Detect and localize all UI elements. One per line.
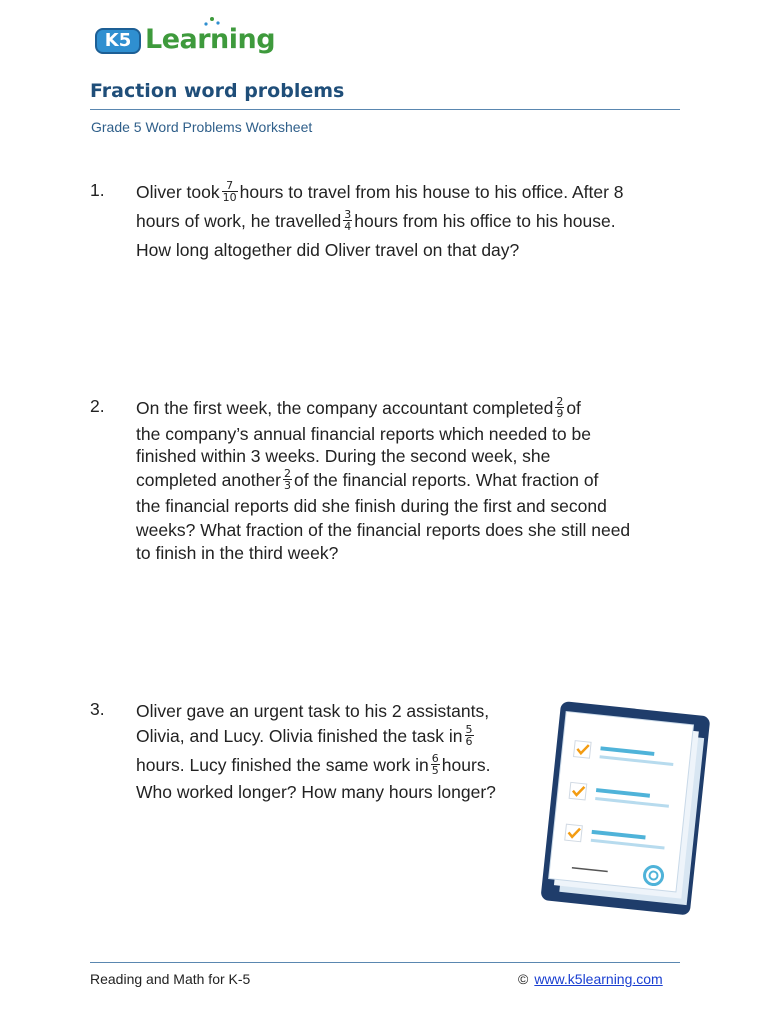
- fraction: $\frac{2}{3}$: [283, 466, 291, 492]
- text-segment: completed another: [136, 470, 281, 490]
- text-segment: On the first week, the company accountant completed: [136, 398, 554, 418]
- text-segment: of: [566, 398, 581, 418]
- text-segment: finished within 3 weeks. During the second week, she: [136, 446, 551, 466]
- problem-number: 1.: [90, 180, 105, 200]
- text-segment: Oliver gave an urgent task to his 2 assistants,: [136, 701, 490, 721]
- text-segment: the company’s annual financial reports which needed to be: [136, 424, 591, 444]
- text-segment: Who worked longer? How many hours longer?: [136, 782, 496, 802]
- footer-tagline: Reading and Math for K-5: [90, 971, 251, 987]
- text-segment: hours of work, he travelled: [136, 211, 342, 231]
- problem-text: [136, 180, 624, 263]
- text-segment: hours to travel from his house to his office. After 8: [239, 182, 624, 202]
- logo-badge: K5: [95, 28, 141, 54]
- text-segment: the financial reports did she finish during the first and second: [136, 496, 607, 516]
- fraction: $\frac{2}{9}$: [556, 394, 564, 420]
- problem-text: [136, 699, 536, 805]
- fraction: $\frac{3}{4}$: [344, 207, 352, 233]
- clipboard-checklist-icon: [528, 700, 718, 925]
- text-segment: hours.: [441, 755, 491, 775]
- logo-word: Learning: [145, 24, 276, 55]
- text-segment: Olivia, and Lucy. Olivia finished the task in: [136, 726, 463, 746]
- text-segment: How long altogether did Oliver travel on that day?: [136, 240, 520, 260]
- footer-copyright: [518, 971, 663, 987]
- fraction: $\frac{7}{10}$: [222, 178, 237, 204]
- problem-number: 2.: [90, 396, 105, 416]
- fraction: $\frac{6}{5}$: [431, 751, 439, 777]
- problem-text: [136, 396, 630, 564]
- problem-number: 3.: [90, 699, 105, 719]
- text-segment: hours from his office to his house.: [354, 211, 616, 231]
- page-title: Fraction word problems: [90, 80, 345, 102]
- text-segment: weeks? What fraction of the financial reports does she still need: [136, 520, 631, 540]
- text-segment: hours. Lucy finished the same work in: [136, 755, 429, 775]
- k5-learning-logo: [95, 22, 276, 58]
- header-divider: [90, 109, 680, 110]
- footer-divider: [90, 962, 680, 963]
- text-segment: of the financial reports. What fraction of: [293, 470, 599, 490]
- text-segment: to finish in the third week?: [136, 543, 339, 563]
- fraction: $\frac{5}{6}$: [465, 722, 473, 748]
- copyright-symbol: ©: [518, 971, 529, 987]
- k5learning-link[interactable]: www.k5learning.com: [534, 971, 663, 987]
- text-segment: Oliver took: [136, 182, 220, 202]
- page-subtitle: Grade 5 Word Problems Worksheet: [91, 119, 313, 135]
